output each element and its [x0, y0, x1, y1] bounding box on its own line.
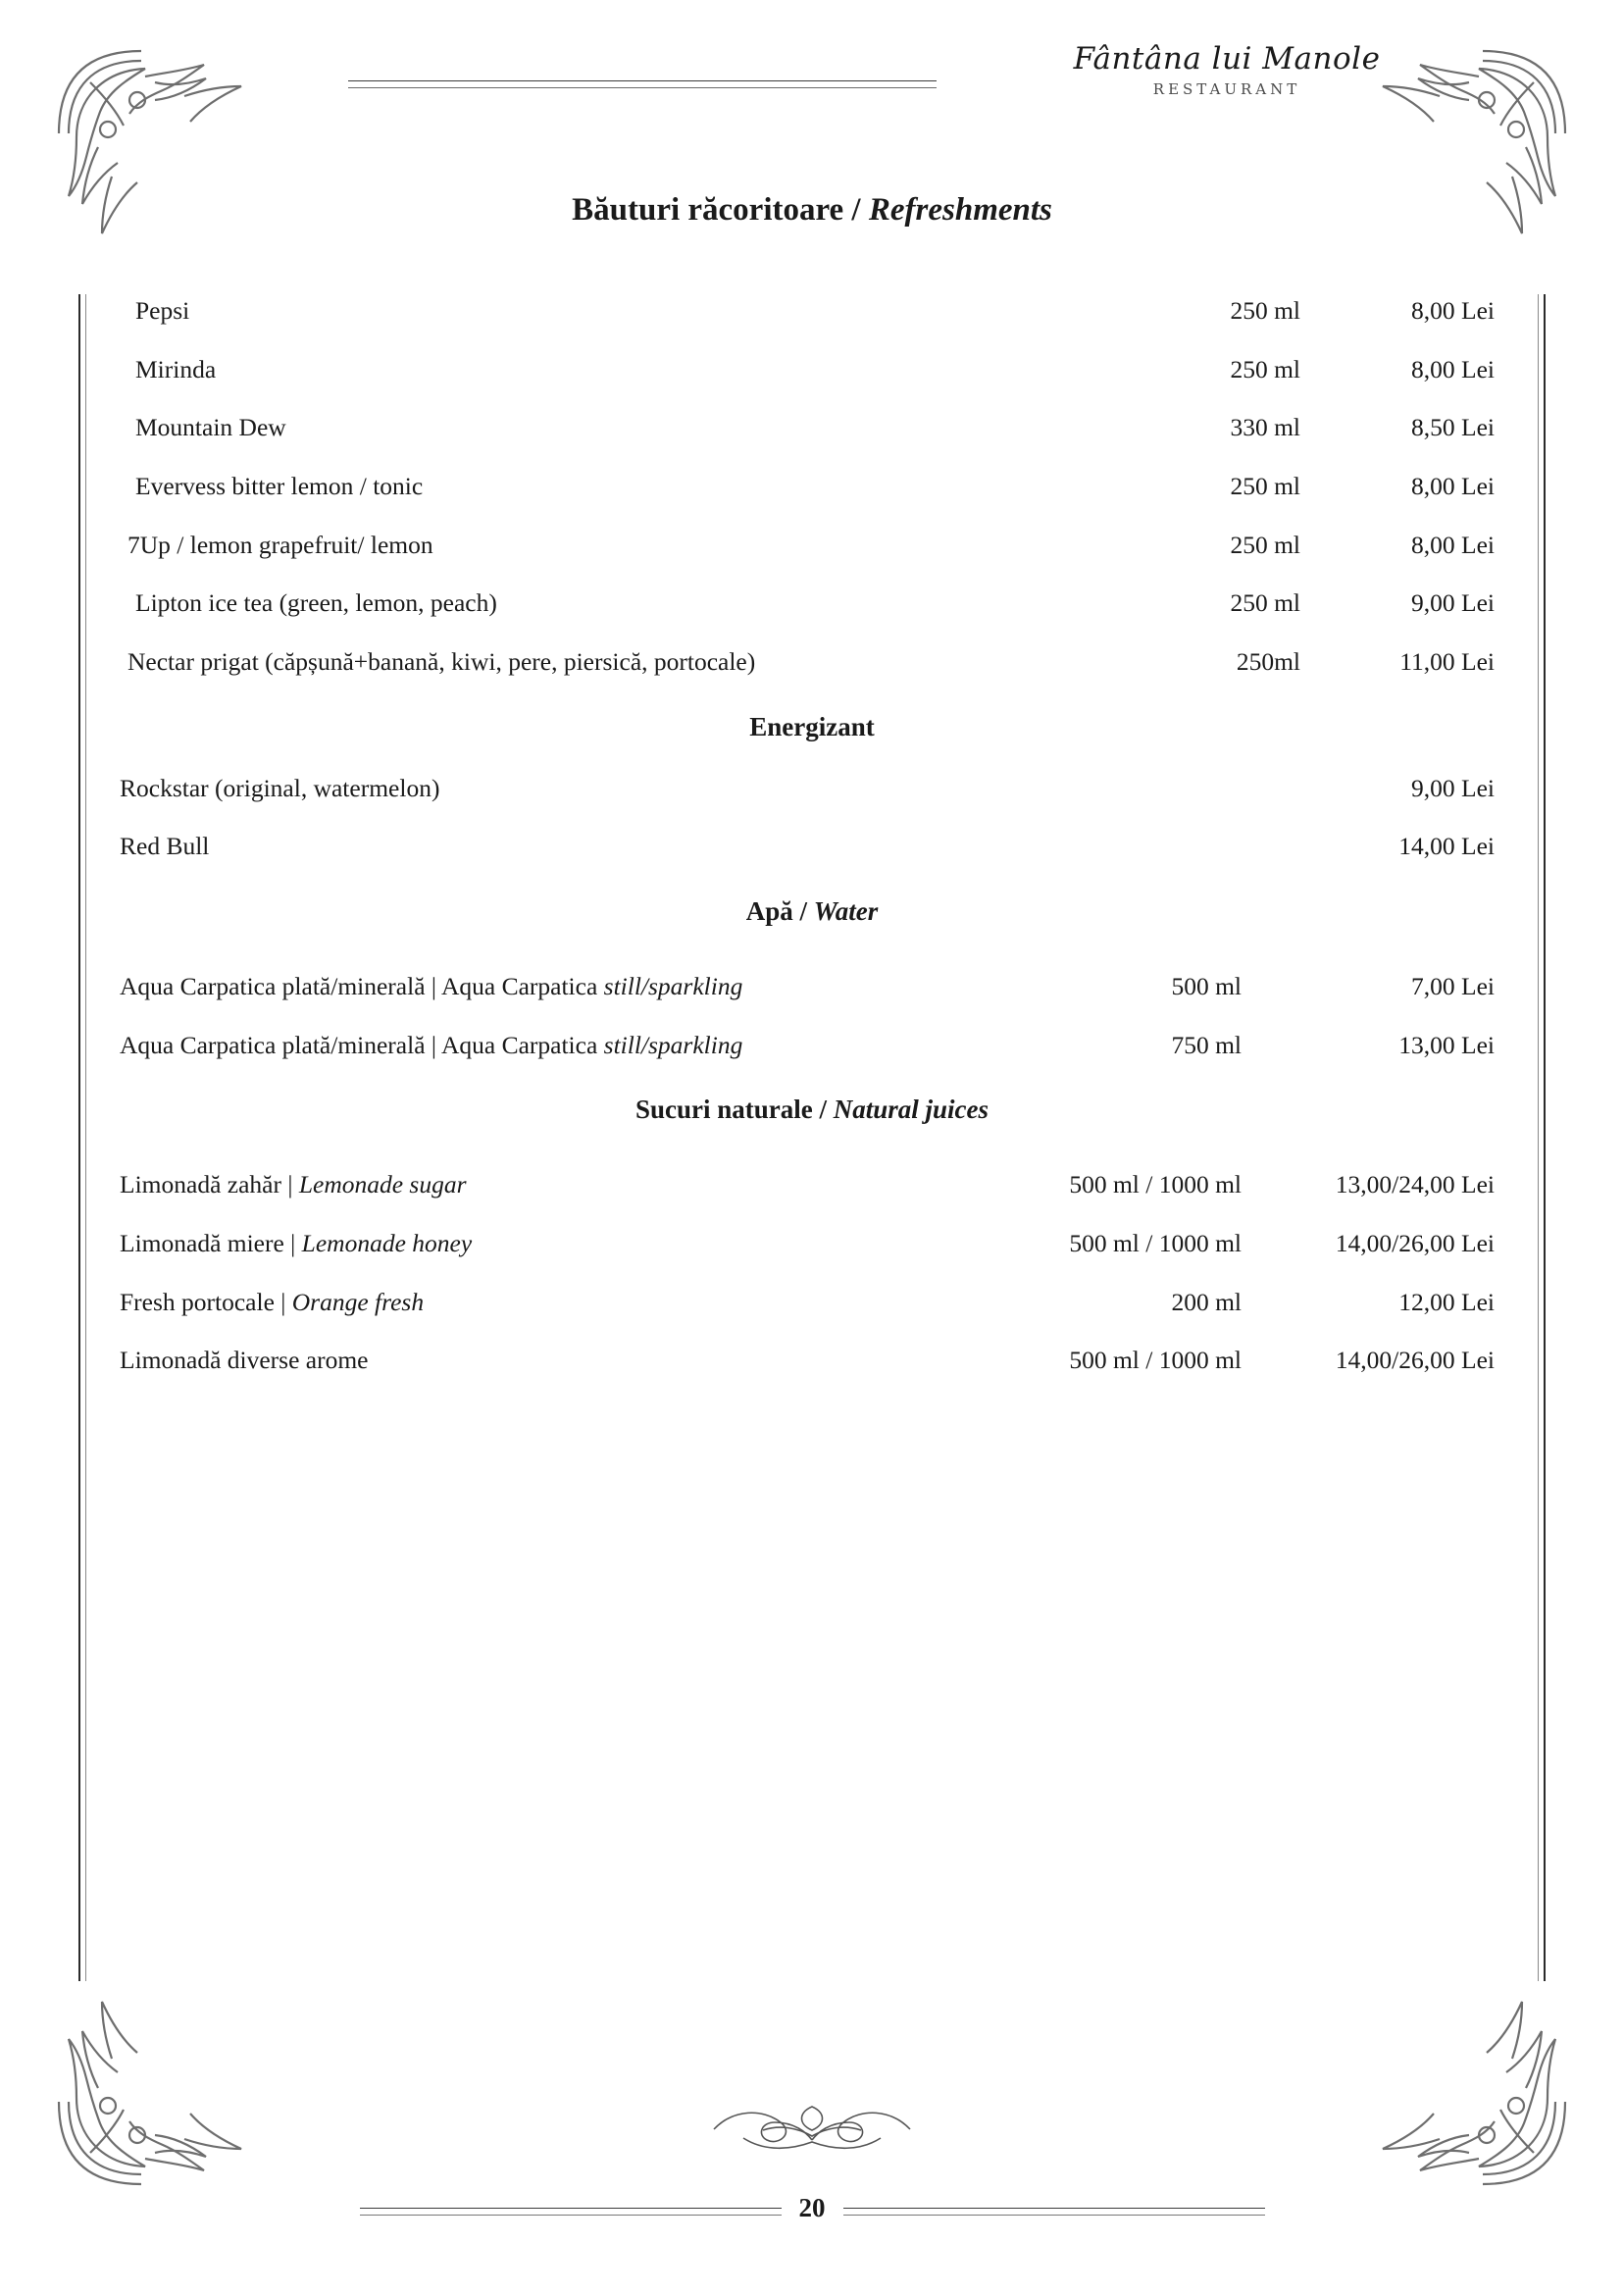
item-quantity: 250ml	[1236, 646, 1300, 676]
brand-subtitle: RESTAURANT	[1152, 80, 1301, 98]
footer-rule-right	[843, 2208, 1265, 2209]
item-price: 8,00 Lei	[1411, 471, 1495, 500]
item-name: Limonadă zahăr | Lemonade sugar	[120, 1170, 467, 1199]
menu-row	[120, 586, 1504, 620]
item-price: 9,00 Lei	[1411, 588, 1495, 618]
menu-row	[120, 529, 1504, 562]
restaurant-brand	[1050, 41, 1403, 98]
section-heading-water-ro: Apă /	[745, 895, 814, 926]
page-title	[0, 192, 1624, 229]
menu-row	[120, 1168, 1504, 1201]
item-quantity: 200 ml	[1171, 1287, 1242, 1316]
item-name: Red Bull	[120, 832, 210, 861]
item-price: 8,00 Lei	[1411, 296, 1495, 325]
menu-row	[120, 1286, 1504, 1319]
page-title-ro: Băuturi răcoritoare /	[572, 192, 869, 228]
brand-name: Fântâna lui Manole	[1073, 41, 1381, 76]
menu-row	[120, 470, 1504, 503]
section-heading-juices-ro: Sucuri naturale /	[634, 1095, 834, 1125]
item-name: Aqua Carpatica plată/minerală | Aqua Carpatica still/sparkling	[120, 1030, 743, 1059]
item-price: 7,00 Lei	[1411, 971, 1495, 1000]
item-name: Limonadă diverse arome	[120, 1346, 369, 1375]
item-price: 8,00 Lei	[1411, 354, 1495, 383]
item-name: Mirinda	[135, 354, 217, 383]
section-heading-juices-en: Natural juices	[833, 1095, 990, 1125]
item-quantity: 250 ml	[1230, 471, 1300, 500]
item-name: Evervess bitter lemon / tonic	[135, 471, 424, 500]
item-price: 8,00 Lei	[1411, 530, 1495, 559]
menu-row	[120, 645, 1504, 679]
item-price: 9,00 Lei	[1411, 773, 1495, 802]
item-name: Nectar prigat (căpșună+banană, kiwi, pere, piersică, portocale)	[127, 646, 756, 676]
footer-rule-left	[360, 2208, 782, 2209]
item-name: Pepsi	[135, 296, 190, 325]
page-title-en: Refreshments	[868, 192, 1052, 228]
footer-page-bar	[0, 2193, 1624, 2223]
section-heading-energizant: Energizant	[749, 711, 875, 741]
item-quantity: 250 ml	[1230, 530, 1300, 559]
section-heading-water-en: Water	[813, 895, 879, 926]
item-quantity: 750 ml	[1171, 1030, 1242, 1059]
footer-ornament	[0, 2095, 1624, 2168]
item-quantity: 500 ml / 1000 ml	[1069, 1346, 1242, 1375]
item-name: Lipton ice tea (green, lemon, peach)	[135, 588, 497, 618]
section-heading-water	[120, 896, 1504, 927]
item-quantity: 250 ml	[1230, 588, 1300, 618]
item-price: 12,00 Lei	[1398, 1287, 1495, 1316]
item-name: Aqua Carpatica plată/minerală | Aqua Carpatica still/sparkling	[120, 971, 743, 1000]
item-price: 8,50 Lei	[1411, 413, 1495, 442]
item-name: Rockstar (original, watermelon)	[120, 773, 440, 802]
item-price: 14,00 Lei	[1398, 832, 1495, 861]
item-quantity: 250 ml	[1230, 354, 1300, 383]
item-quantity: 500 ml	[1171, 971, 1242, 1000]
menu-row	[120, 411, 1504, 444]
header-rule	[348, 80, 937, 81]
section-heading-juices	[120, 1095, 1504, 1125]
item-price: 14,00/26,00 Lei	[1335, 1228, 1495, 1257]
item-price: 11,00 Lei	[1399, 646, 1495, 676]
item-name: 7Up / lemon grapefruit/ lemon	[127, 530, 433, 559]
item-price: 13,00/24,00 Lei	[1335, 1170, 1495, 1199]
header-rule-secondary	[348, 87, 937, 88]
menu-row	[120, 353, 1504, 386]
menu-row	[120, 294, 1504, 328]
ornament-corner-top-left	[47, 39, 273, 265]
item-quantity: 330 ml	[1230, 413, 1300, 442]
menu-row	[120, 772, 1504, 805]
menu-row	[120, 1029, 1504, 1062]
item-name: Fresh portocale | Orange fresh	[120, 1287, 425, 1316]
menu-row	[120, 1227, 1504, 1260]
item-price: 13,00 Lei	[1398, 1030, 1495, 1059]
item-name: Limonadă miere | Lemonade honey	[120, 1228, 473, 1257]
menu-row	[120, 830, 1504, 863]
item-name: Mountain Dew	[135, 413, 286, 442]
item-quantity: 500 ml / 1000 ml	[1069, 1228, 1242, 1257]
item-quantity: 250 ml	[1230, 296, 1300, 325]
menu-row	[120, 1344, 1504, 1377]
menu-row	[120, 970, 1504, 1003]
item-price: 14,00/26,00 Lei	[1335, 1346, 1495, 1375]
item-quantity: 500 ml / 1000 ml	[1069, 1170, 1242, 1199]
menu-content	[78, 294, 1546, 1981]
page-number: 20	[798, 2193, 826, 2222]
